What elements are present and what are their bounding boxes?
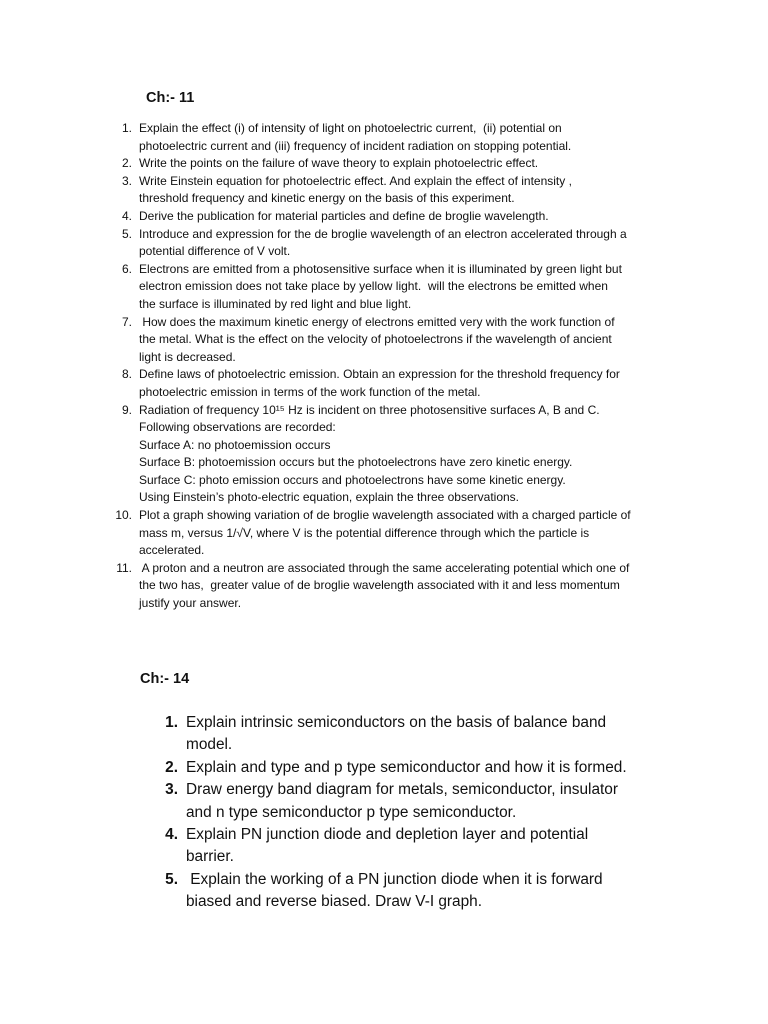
question-text-line: Derive the publication for material particles and define de broglie wavelength. (139, 208, 549, 223)
question-item (112, 261, 678, 314)
question-item (112, 226, 678, 261)
question-text-line: Define laws of photoelectric emission. Obtain an expression for the threshold frequency for (139, 367, 620, 382)
chapter-14-question-list (158, 712, 678, 914)
question-text-line: photoelectric current and (iii) frequency of incident radiation on stopping potential. (139, 138, 572, 153)
question-item (112, 507, 678, 560)
question-text-line: Draw energy band diagram for metals, semiconductor, insulator (186, 781, 618, 799)
question-text-line: justify your answer. (139, 596, 242, 611)
question-text-line: A proton and a neutron are associated through the same accelerating potential which one of (139, 560, 630, 575)
question-text-line: Radiation of frequency 10¹⁵ Hz is incident on three photosensitive surfaces A, B and C. (139, 402, 600, 417)
question-text-line: potential difference of V volt. (139, 244, 291, 259)
question-number: 5. (121, 226, 132, 241)
question-item (112, 120, 678, 155)
question-number: 8. (121, 367, 132, 382)
question-text-line: light is decreased. (139, 349, 236, 364)
question-number: 4. (121, 208, 132, 223)
question-item (158, 824, 678, 869)
question-text-line: accelerated. (139, 543, 205, 558)
question-number: 2. (121, 156, 132, 171)
question-number: 7. (121, 314, 132, 329)
question-number: 9. (121, 402, 132, 417)
question-item (112, 560, 678, 613)
question-text-line: the metal. What is the effect on the velocity of photoelectrons if the wavelength of ancient (139, 332, 612, 347)
question-item (112, 366, 678, 401)
question-text-line: Following observations are recorded: (139, 420, 336, 435)
question-text-line: Surface A: no photoemission occurs (139, 437, 331, 452)
question-text-line: model. (186, 736, 233, 754)
question-text-line: biased and reverse biased. Draw V-I graph. (186, 893, 483, 911)
question-text-line: Explain and type and p type semiconductor and how it is formed. (186, 758, 627, 776)
question-text-line: How does the maximum kinetic energy of electrons emitted very with the work function of (139, 314, 615, 329)
question-text-line: Surface B: photoemission occurs but the photoelectrons have zero kinetic energy. (139, 455, 573, 470)
question-item (112, 208, 678, 226)
question-number: 4. (165, 826, 178, 844)
question-text-line: and n type semiconductor p type semiconductor. (186, 803, 517, 821)
chapter-14-heading: Ch:- 14 (140, 671, 190, 687)
question-text-line: Explain PN junction diode and depletion layer and potential (186, 826, 589, 844)
question-item (158, 757, 678, 779)
question-text-line: Surface C: photo emission occurs and photoelectrons have some kinetic energy. (139, 472, 566, 487)
question-item (112, 402, 678, 508)
question-text-line: barrier. (186, 848, 234, 866)
question-text-line: Using Einstein’s photo-electric equation, explain the three observations. (139, 490, 520, 505)
question-number: 5. (165, 870, 178, 888)
question-text-line: Introduce and expression for the de broglie wavelength of an electron accelerated through a (139, 226, 627, 241)
question-number: 6. (121, 261, 132, 276)
question-number: 3. (121, 173, 132, 188)
question-item (158, 779, 678, 824)
question-item (158, 869, 678, 914)
question-text-line: Write the points on the failure of wave theory to explain photoelectric effect. (139, 156, 539, 171)
question-item (112, 173, 678, 208)
question-text-line: electron emission does not take place by yellow light. will the electrons be emitted when (139, 279, 608, 294)
question-text-line: Electrons are emitted from a photosensitive surface when it is illuminated by green light but (139, 261, 622, 276)
question-number: 3. (165, 781, 178, 799)
question-item (158, 712, 678, 757)
question-item (112, 314, 678, 367)
question-text-line: Explain the working of a PN junction diode when it is forward (186, 870, 603, 888)
question-number: 1. (165, 714, 178, 731)
question-text-line: photoelectric emission in terms of the work function of the metal. (139, 384, 481, 399)
question-number: 1. (121, 121, 132, 135)
question-item (112, 155, 678, 173)
question-text-line: Plot a graph showing variation of de broglie wavelength associated with a charged particle of (139, 508, 631, 523)
question-number: 2. (165, 758, 178, 776)
question-text-line: Explain intrinsic semiconductors on the basis of balance band (186, 714, 607, 731)
question-text-line: the two has, greater value of de broglie wavelength associated with it and less momentum (139, 578, 620, 593)
question-text-line: the surface is illuminated by red light and blue light. (139, 296, 412, 311)
question-number: 11. (116, 560, 132, 575)
question-number: 10. (115, 508, 132, 523)
question-text-line: mass m, versus 1/√V, where V is the potential difference through which the particle is (139, 525, 590, 540)
chapter-11-question-list (112, 120, 678, 613)
question-text-line: Explain the effect (i) of intensity of light on photoelectric current, (ii) potential on (139, 121, 562, 135)
question-text-line: threshold frequency and kinetic energy on the basis of this experiment. (139, 191, 515, 206)
chapter-11-heading: Ch:- 11 (146, 90, 195, 106)
question-text-line: Write Einstein equation for photoelectric effect. And explain the effect of intensity , (139, 173, 572, 188)
